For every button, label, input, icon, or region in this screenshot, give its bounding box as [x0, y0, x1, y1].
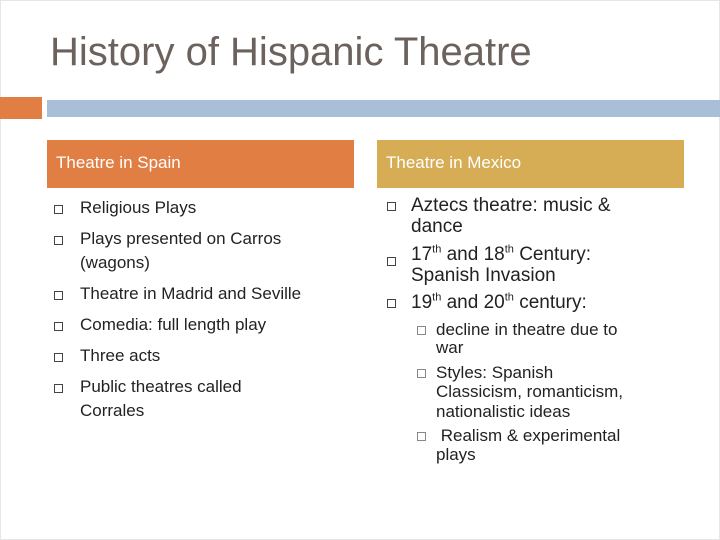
square-bullet-icon — [54, 322, 63, 331]
mexico-item-1-line-2: dance — [411, 216, 463, 237]
spain-item-6-line-1: Public theatres called — [80, 377, 242, 396]
mexico-sub-3-line-1: Realism & experimental — [436, 426, 621, 445]
square-bullet-icon — [54, 353, 63, 362]
mexico-sub-2-line-1: Styles: Spanish — [436, 363, 554, 382]
spain-item-2-line-2: (wagons) — [80, 253, 150, 272]
square-bullet-icon — [417, 432, 426, 441]
mexico-item-1-line-1: Aztecs theatre: music & — [411, 195, 611, 216]
square-bullet-icon — [387, 299, 396, 308]
accent-bar-orange — [0, 97, 42, 119]
square-bullet-icon — [387, 202, 396, 211]
mexico-sub-2-line-3: nationalistic ideas — [436, 402, 571, 421]
mexico-sub-3-line-2: plays — [436, 445, 476, 464]
column-header-mexico: Theatre in Mexico — [377, 140, 684, 188]
spain-item-4: Comedia: full length play — [80, 315, 267, 334]
mexico-item-2-line-2: Spanish Invasion — [411, 265, 556, 286]
spain-item-2-line-1: Plays presented on Carros — [80, 229, 282, 248]
spain-item-1: Religious Plays — [80, 198, 197, 217]
square-bullet-icon — [417, 326, 426, 335]
square-bullet-icon — [54, 205, 63, 214]
square-bullet-icon — [54, 384, 63, 393]
square-bullet-icon — [54, 291, 63, 300]
square-bullet-icon — [417, 369, 426, 378]
spain-item-5: Three acts — [80, 346, 161, 365]
mexico-item-2-line-1: 17th and 18th Century: — [411, 243, 592, 265]
spain-item-6-line-2: Corrales — [80, 401, 145, 420]
mexico-sub-2-line-2: Classicism, romanticism, — [436, 382, 624, 401]
slide-title: History of Hispanic Theatre — [50, 30, 532, 74]
column-header-spain: Theatre in Spain — [47, 140, 354, 188]
mexico-item-3-line-1: 19th and 20th century: — [411, 291, 587, 313]
accent-bar-blue — [47, 100, 720, 117]
spain-item-3: Theatre in Madrid and Seville — [80, 284, 302, 303]
mexico-sub-1-line-2: war — [436, 338, 464, 357]
mexico-sub-1-line-1: decline in theatre due to — [436, 320, 618, 339]
square-bullet-icon — [54, 236, 63, 245]
square-bullet-icon — [387, 257, 396, 266]
